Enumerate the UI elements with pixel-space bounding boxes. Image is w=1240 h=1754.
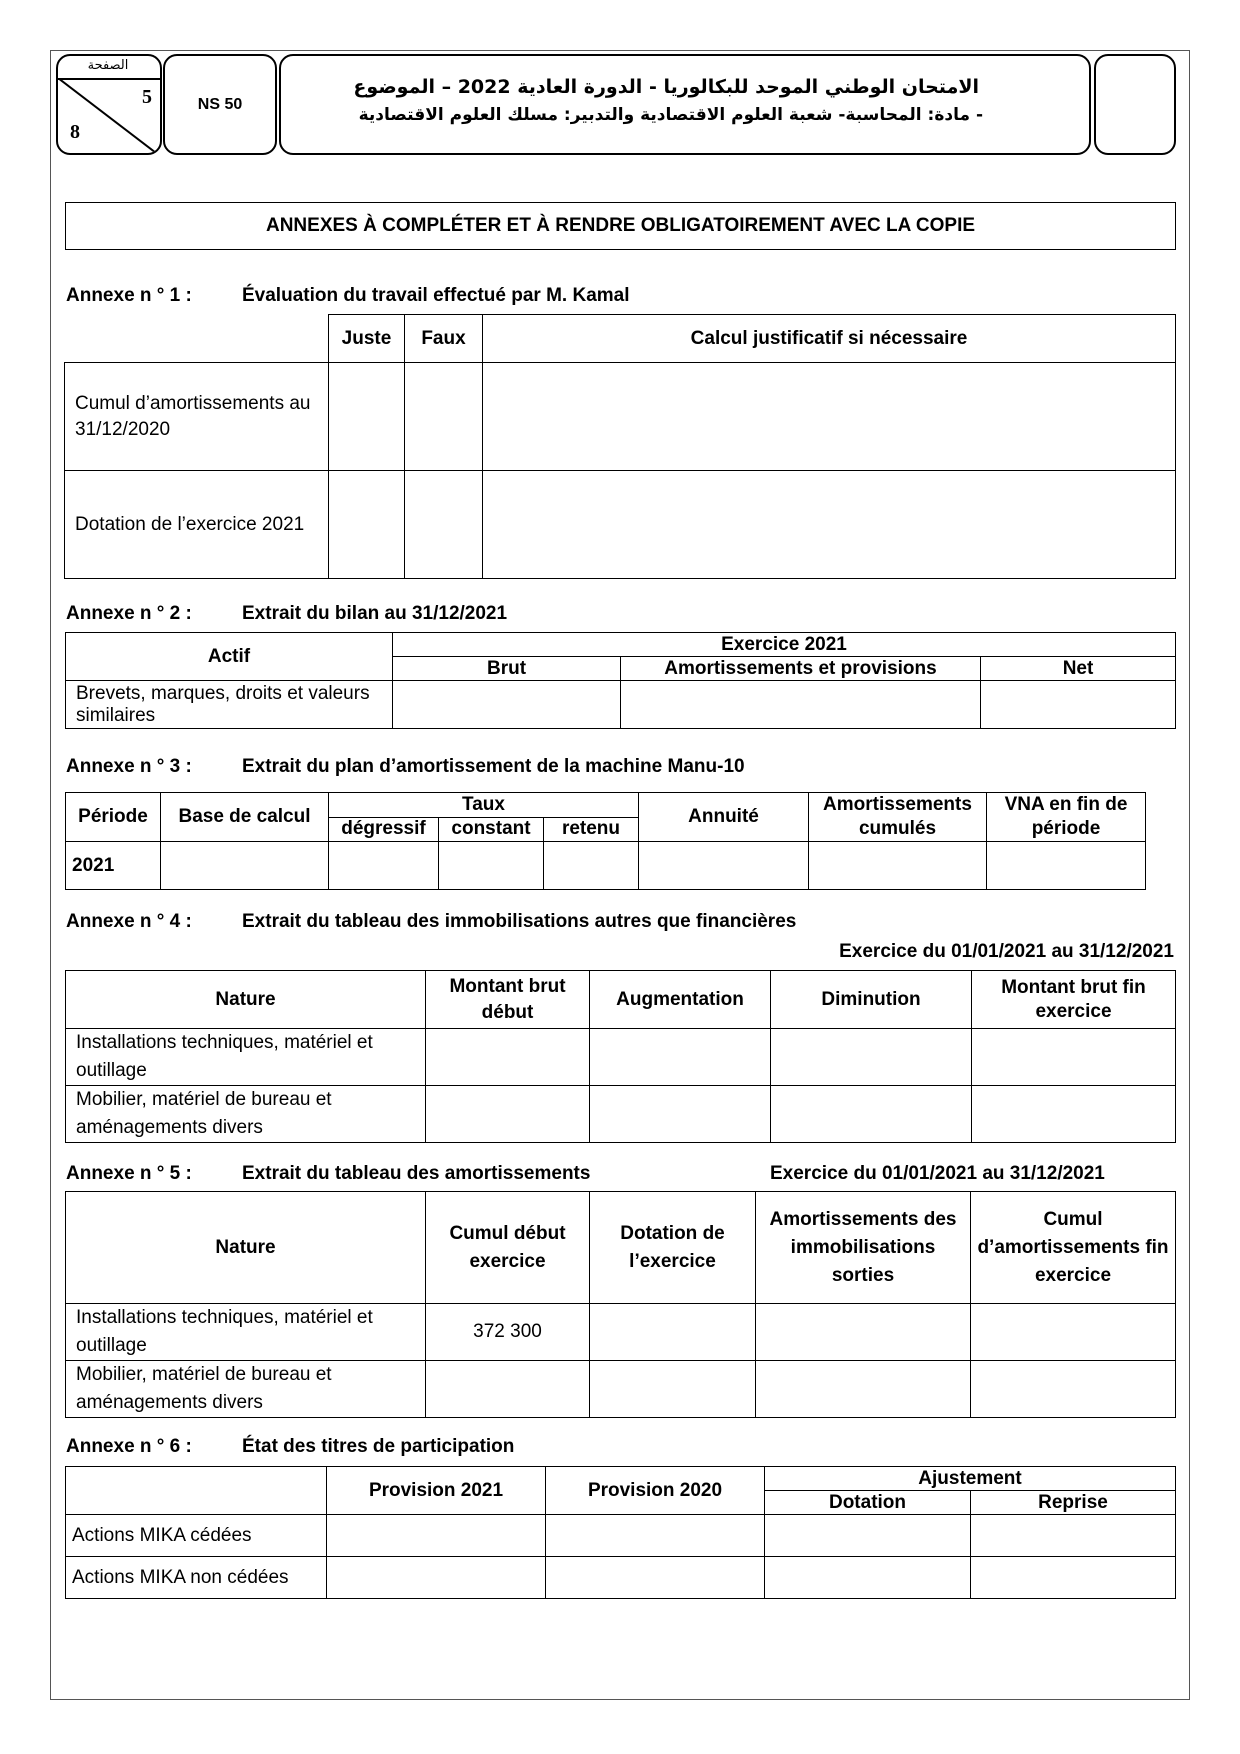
annex4-cell-input[interactable] (426, 1086, 590, 1143)
annex5-cell-input[interactable] (590, 1304, 756, 1361)
annex5-cell-input[interactable] (590, 1361, 756, 1418)
annex4-number: Annexe n ° 4 : (66, 911, 192, 932)
annex6-cell-input[interactable] (546, 1557, 765, 1599)
annex6-title: État des titres de participation (242, 1436, 515, 1457)
annex1-table (64, 314, 1176, 579)
annex4-h-dim: Diminution (771, 971, 972, 1029)
annex6-h-prov2020: Provision 2020 (546, 1467, 765, 1515)
main-title (65, 202, 1176, 250)
annex6-cell-input[interactable] (765, 1557, 971, 1599)
annex3-h-vna: VNA en fin de période (987, 793, 1146, 842)
annex3-h-degressif: dégressif (329, 817, 439, 842)
annex1-number: Annexe n ° 1 : (66, 285, 192, 306)
annex2-h-exercice: Exercice 2021 (393, 633, 1176, 657)
annex5-h-fin: Cumul d’amortissements fin exercice (971, 1192, 1176, 1304)
annex1-row-dotation: Dotation de l’exercice 2021 (65, 471, 329, 579)
page-number-box (56, 54, 162, 155)
annex4-h-debut: Montant brut début (426, 971, 590, 1029)
annex6-h-ajustement: Ajustement (765, 1467, 1176, 1491)
annex1-h-calcul: Calcul justificatif si nécessaire (483, 315, 1176, 363)
annex5-h-cumul: Cumul début exercice (426, 1192, 590, 1304)
annex3-h-base: Base de calcul (161, 793, 329, 842)
annex5-table (65, 1191, 1176, 1418)
annex4-cell-input[interactable] (590, 1086, 771, 1143)
annex4-table (65, 970, 1176, 1143)
annex5-cell-input[interactable] (756, 1361, 971, 1418)
annex3-cell-input[interactable] (809, 842, 987, 890)
exam-code: NS 50 (197, 96, 243, 113)
annex3-h-retenu: retenu (544, 817, 639, 842)
annex6-number: Annexe n ° 6 : (66, 1436, 192, 1457)
annex6-cell-input[interactable] (971, 1515, 1176, 1557)
annex1-cell-input[interactable] (483, 363, 1176, 471)
annex4-cell-input[interactable] (771, 1029, 972, 1086)
annex3-cell-input[interactable] (987, 842, 1146, 890)
annex6-h-prov2021: Provision 2021 (327, 1467, 546, 1515)
annex3-cell-input[interactable] (544, 842, 639, 890)
annex2-title: Extrait du bilan au 31/12/2021 (242, 603, 508, 624)
annex4-cell-input[interactable] (426, 1029, 590, 1086)
annex1-heading (66, 285, 630, 307)
annex4-h-aug: Augmentation (590, 971, 771, 1029)
annex5-cell-input[interactable] (756, 1304, 971, 1361)
annex5-period: Exercice du 01/01/2021 au 31/12/2021 (770, 1163, 1105, 1184)
annex6-heading (66, 1436, 514, 1458)
annex4-title: Extrait du tableau des immobilisations autres que financières (242, 911, 797, 932)
annex2-cell-input[interactable] (393, 681, 621, 729)
exam-title-line1: الامتحان الوطني الموحد للبكالوريا - الدورة العادية 2022 – الموضوع (353, 76, 979, 98)
annex5-title: Extrait du tableau des amortissements (242, 1163, 591, 1184)
annex2-number: Annexe n ° 2 : (66, 603, 192, 624)
annex4-h-nature: Nature (66, 971, 426, 1029)
annex2-heading (66, 603, 507, 625)
annex3-h-amort: Amortissements cumulés (809, 793, 987, 842)
annex3-h-annuite: Annuité (639, 793, 809, 842)
annex2-h-amort: Amortissements et provisions (621, 657, 981, 681)
annex6-cell-input[interactable] (971, 1557, 1176, 1599)
annex5-cell-input[interactable] (971, 1304, 1176, 1361)
annex1-h-faux: Faux (405, 315, 483, 363)
annex6-h-dotation: Dotation (765, 1491, 971, 1515)
main-title-text: ANNEXES À COMPLÉTER ET À RENDRE OBLIGATOIREMENT AVEC LA COPIE (265, 215, 976, 236)
annex3-cell-input[interactable] (329, 842, 439, 890)
annex2-h-brut: Brut (393, 657, 621, 681)
exam-code-box (163, 54, 277, 155)
annex2-table (65, 632, 1176, 729)
annex6-cell-input[interactable] (546, 1515, 765, 1557)
annex5-cumul-installations: 372 300 (426, 1304, 590, 1361)
annex5-number: Annexe n ° 5 : (66, 1163, 192, 1184)
annex1-h-juste: Juste (329, 315, 405, 363)
annex1-cell-input[interactable] (483, 471, 1176, 579)
annex1-cell-input[interactable] (405, 471, 483, 579)
annex1-cell-input[interactable] (405, 363, 483, 471)
annex3-cell-input[interactable] (439, 842, 544, 890)
annex3-title: Extrait du plan d’amortissement de la machine Manu-10 (242, 756, 745, 777)
annex4-row-installations: Installations techniques, matériel et outillage (66, 1029, 426, 1086)
annex3-cell-input[interactable] (639, 842, 809, 890)
annex6-row-non-cedees: Actions MIKA non cédées (66, 1557, 327, 1599)
annex4-cell-input[interactable] (972, 1029, 1176, 1086)
exam-title-box (279, 54, 1091, 155)
annex4-heading (66, 911, 796, 933)
annex3-h-taux: Taux (329, 793, 639, 818)
annex3-heading (66, 756, 745, 778)
annex6-table (65, 1466, 1176, 1599)
annex6-cell-input[interactable] (765, 1515, 971, 1557)
annex5-cell-input[interactable] (426, 1361, 590, 1418)
annex3-cell-input[interactable] (161, 842, 329, 890)
annex2-cell-input[interactable] (621, 681, 981, 729)
annex6-cell-input[interactable] (327, 1515, 546, 1557)
annex3-number: Annexe n ° 3 : (66, 756, 192, 777)
annex1-row-cumul: Cumul d’amortissements au 31/12/2020 (65, 363, 329, 471)
annex5-h-sorties: Amortissements des immobilisations sorties (756, 1192, 971, 1304)
annex5-heading (66, 1163, 590, 1185)
annex6-h-reprise: Reprise (971, 1491, 1176, 1515)
annex6-cell-input[interactable] (327, 1557, 546, 1599)
annex4-cell-input[interactable] (972, 1086, 1176, 1143)
annex5-row-installations: Installations techniques, matériel et outillage (66, 1304, 426, 1361)
annex3-row-2021: 2021 (66, 842, 161, 890)
annex1-cell-input[interactable] (329, 363, 405, 471)
blank-header-box (1094, 54, 1176, 155)
annex3-table (65, 792, 1146, 890)
page-current: 5 (142, 86, 152, 108)
annex2-h-net: Net (981, 657, 1176, 681)
page-label: الصفحة (87, 58, 129, 73)
annex5-cell-input[interactable] (971, 1361, 1176, 1418)
annex5-h-dotation: Dotation de l’exercice (590, 1192, 756, 1304)
annex4-period: Exercice du 01/01/2021 au 31/12/2021 (839, 941, 1174, 962)
page-total: 8 (70, 121, 80, 143)
annex5-row-mobilier: Mobilier, matériel de bureau et aménagements divers (66, 1361, 426, 1418)
annex4-cell-input[interactable] (590, 1029, 771, 1086)
annex6-row-cedees: Actions MIKA cédées (66, 1515, 327, 1557)
annex1-cell-input[interactable] (329, 471, 405, 579)
annex5-h-nature: Nature (66, 1192, 426, 1304)
annex4-h-fin: Montant brut fin exercice (972, 971, 1176, 1029)
annex1-title: Évaluation du travail effectué par M. Kamal (242, 285, 630, 306)
annex2-cell-input[interactable] (981, 681, 1176, 729)
annex3-h-constant: constant (439, 817, 544, 842)
annex4-row-mobilier: Mobilier, matériel de bureau et aménagements divers (66, 1086, 426, 1143)
annex2-h-actif: Actif (66, 633, 393, 681)
annex3-h-periode: Période (66, 793, 161, 842)
annex2-row-brevets: Brevets, marques, droits et valeurs similaires (66, 681, 393, 729)
exam-title-line2: - مادة: المحاسبة- شعبة العلوم الاقتصادية والتدبير: مسلك العلوم الاقتصادية (358, 105, 983, 125)
annex4-cell-input[interactable] (771, 1086, 972, 1143)
